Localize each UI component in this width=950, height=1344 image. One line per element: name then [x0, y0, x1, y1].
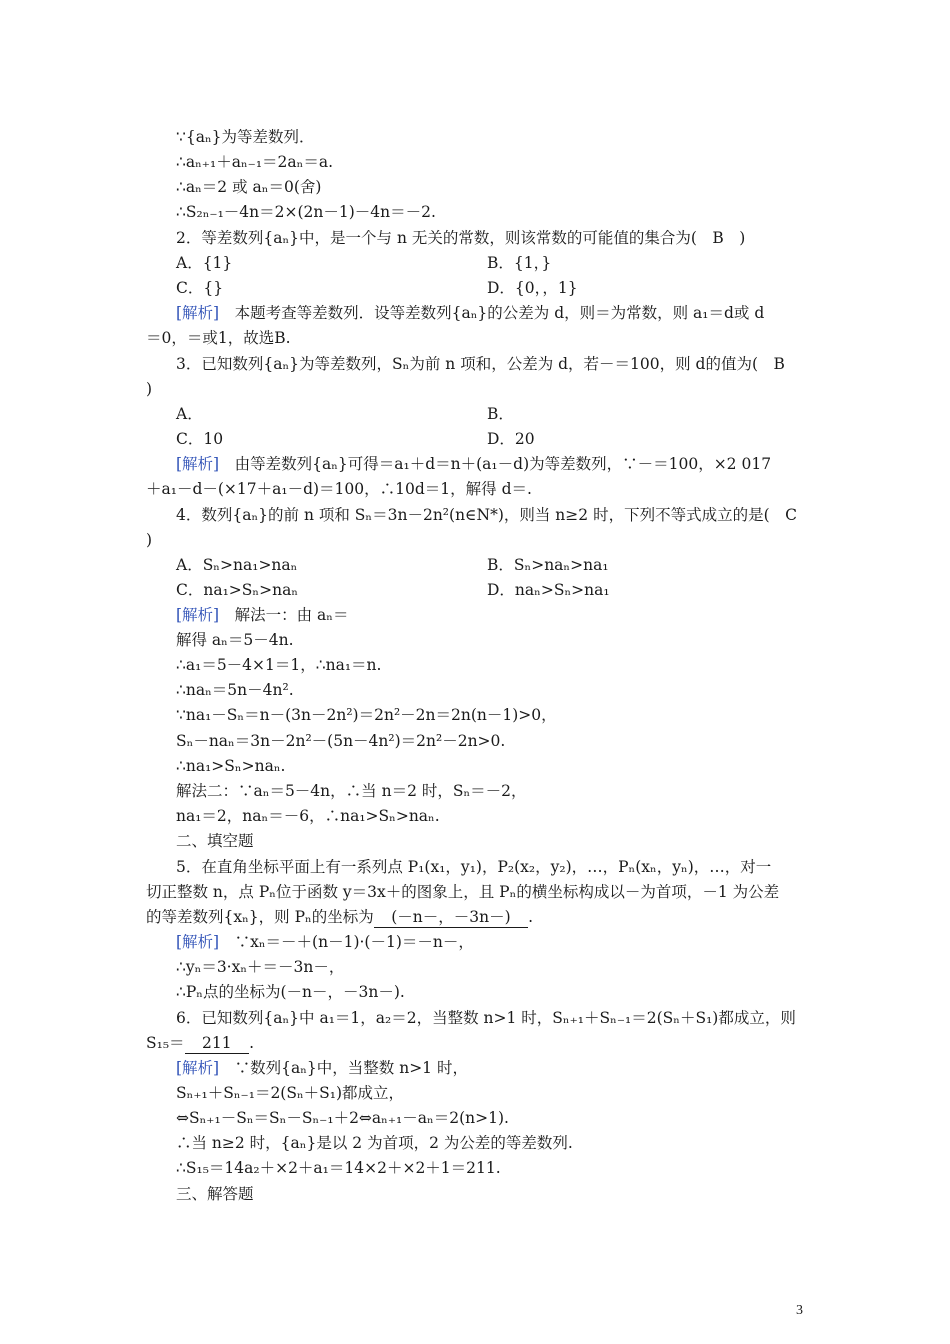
section-heading: 三、解答题 [176, 1185, 254, 1203]
text-segment: S₁₅＝ [146, 1034, 185, 1052]
section-heading: 二、填空题 [176, 832, 254, 850]
question-6: 6．已知数列{aₙ}中 a₁＝1，a₂＝2，当整数 n>1 时，Sₙ₊₁＋Sₙ₋₁＝2(Sₙ＋S₁)都成立，则 [176, 1009, 796, 1027]
text-line [146, 907, 533, 928]
question-2: 2．等差数列{aₙ}中，是一个与 n 无关的常数，则该常数的可能值的集合为( B ) [176, 229, 746, 247]
analysis-line [176, 454, 771, 474]
text-line: ∴yₙ＝3·xₙ＋＝－3n－， [176, 958, 345, 976]
page-number: 3 [796, 1303, 803, 1318]
text-line: ∵na₁－Sₙ＝n－(3n－2n²)＝2n²－2n＝2n(n－1)>0， [176, 706, 557, 724]
option-d: D．20 [487, 430, 535, 448]
option-b: B．Sₙ>naₙ>na₁ [487, 556, 609, 574]
text-line: ∴a₁＝5－4×1＝1，∴na₁＝n. [176, 656, 382, 674]
question-3: 3．已知数列{aₙ}为等差数列，Sₙ为前 n 项和，公差为 d，若－＝100，则 d的值为( B [176, 355, 785, 373]
text-line: ∴na₁>Sₙ>naₙ. [176, 757, 286, 775]
text-line: ∴aₙ₊₁＋aₙ₋₁＝2aₙ＝a. [176, 153, 334, 171]
analysis-tag: [解析] [176, 455, 220, 473]
text-line: 解得 aₙ＝5－4n. [176, 631, 294, 649]
text-line: na₁＝2，naₙ＝－6，∴na₁>Sₙ>naₙ. [176, 807, 440, 825]
analysis-tag: [解析] [176, 304, 220, 322]
answer-blank: (－n－，－3n－) [375, 908, 527, 926]
text-line: 切正整数 n，点 Pₙ位于函数 y＝3x＋的图象上，且 Pₙ的横坐标构成以－为首项，－1 为公差 [146, 883, 780, 901]
analysis-line [176, 303, 764, 323]
text-line: Sₙ₊₁＋Sₙ₋₁＝2(Sₙ＋S₁)都成立， [176, 1084, 405, 1102]
text-line: ∴naₙ＝5n－4n². [176, 681, 294, 699]
answer-blank: 211 [186, 1034, 248, 1052]
text-line: ＋a₁－d－(×17＋a₁－d)＝100，∴10d＝1，解得 d＝. [146, 480, 532, 498]
text-segment: . [528, 908, 534, 926]
text-line: 解法二：∵aₙ＝5－4n，∴当 n＝2 时，Sₙ＝－2， [176, 782, 527, 800]
analysis-text: ∵数列{aₙ}中，当整数 n>1 时， [219, 1059, 468, 1077]
analysis-tag: [解析] [176, 933, 220, 951]
option-c: C．na₁>Sₙ>naₙ [176, 581, 299, 599]
text-line: ＝0，＝或1，故选B. [146, 329, 291, 347]
analysis-tag: [解析] [176, 1059, 220, 1077]
text-line: ∵{aₙ}为等差数列． [176, 128, 315, 146]
text-line: ∴S₁₅＝14a₂＋×2＋a₁＝14×2＋×2＋1＝211. [176, 1159, 501, 1177]
analysis-line [176, 605, 348, 625]
text-line: ∴aₙ＝2 或 aₙ＝0(舍) [176, 178, 322, 196]
text-line: ⇔Sₙ₊₁－Sₙ＝Sₙ－Sₙ₋₁＋2⇔aₙ₊₁－aₙ＝2(n>1). [176, 1109, 509, 1127]
analysis-text: 解法一：由 aₙ＝ [219, 606, 349, 624]
question-5: 5．在直角坐标平面上有一系列点 P₁(x₁，y₁)，P₂(x₂，y₂)，…，Pₙ(xₙ，yₙ)，…，对一 [176, 858, 772, 876]
option-d: D．{0，，1} [487, 279, 578, 297]
option-c: C．10 [176, 430, 224, 448]
option-d: D．naₙ>Sₙ>na₁ [487, 581, 610, 599]
option-c: C．{} [176, 279, 224, 297]
analysis-line [176, 1058, 468, 1078]
option-b: B． [487, 405, 514, 423]
text-line: ) [146, 380, 153, 398]
question-4: 4．数列{aₙ}的前 n 项和 Sₙ＝3n－2n²(n∈N*)，则当 n≥2 时，下列不等式成立的是( C [176, 506, 797, 524]
analysis-text: 由等差数列{aₙ}可得＝a₁＋d＝n＋(a₁－d)为等差数列，∵－＝100，×2 017 [219, 455, 772, 473]
analysis-line [176, 932, 474, 952]
text-segment: 的等差数列{xₙ}，则 Pₙ的坐标为 [146, 908, 374, 926]
text-line [146, 1033, 254, 1054]
text-line: ) [146, 531, 153, 549]
option-a: A．{1} [176, 254, 233, 272]
text-line: ∴当 n≥2 时，{aₙ}是以 2 为首项，2 为公差的等差数列. [176, 1134, 573, 1152]
option-a: A． [176, 405, 203, 423]
text-segment: . [249, 1034, 255, 1052]
option-b: B．{1，} [487, 254, 552, 272]
text-line: ∴Pₙ点的坐标为(－n－，－3n－). [176, 983, 405, 1001]
text-line: Sₙ－naₙ＝3n－2n²－(5n－4n²)＝2n²－2n>0. [176, 732, 506, 750]
analysis-tag: [解析] [176, 606, 220, 624]
option-a: A．Sₙ>na₁>naₙ [176, 556, 298, 574]
analysis-text: ∵xₙ＝－＋(n－1)·(－1)＝－n－， [219, 933, 474, 951]
text-line: ∴S₂ₙ₋₁－4n＝2×(2n－1)－4n＝－2. [176, 203, 436, 221]
analysis-text: 本题考查等差数列．设等差数列{aₙ}的公差为 d，则＝为常数，则 a₁＝d或 d [219, 304, 765, 322]
